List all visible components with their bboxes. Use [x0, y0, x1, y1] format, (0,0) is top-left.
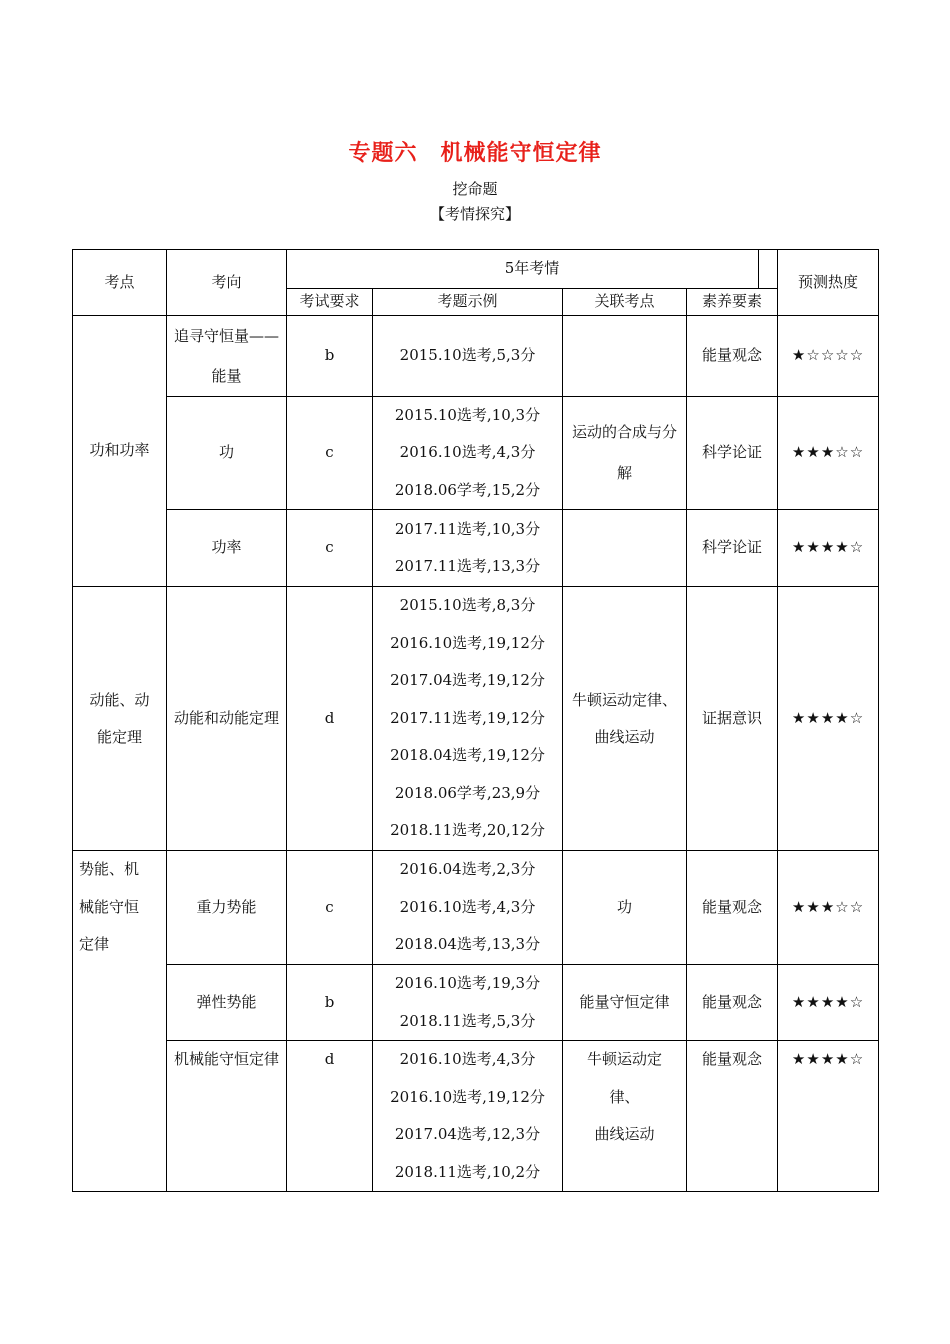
topic-line: 能定理 — [96, 727, 142, 746]
table-row — [73, 315, 879, 396]
direction-cell — [167, 315, 287, 396]
related-cell — [563, 587, 687, 851]
example-line: 2016.10选考,19,12分 — [390, 633, 545, 652]
page-title: 专题六 机械能守恒定律 — [348, 140, 602, 166]
header-yaoqiu: 考试要求 — [287, 288, 373, 315]
related-cell — [563, 1041, 687, 1192]
related-line: 运动的合成与分 — [571, 422, 677, 441]
literacy-cell: 能量观念 — [687, 1041, 778, 1192]
direction-cell: 动能和动能定理 — [167, 587, 287, 851]
related-cell — [563, 315, 687, 396]
stars-cell: ★★★★☆ — [778, 587, 879, 851]
direction-cell: 功率 — [167, 510, 287, 587]
req-cell: b — [287, 965, 373, 1041]
topic-line: 势能、机 — [79, 860, 140, 878]
table-row — [73, 851, 879, 965]
req-cell: c — [287, 510, 373, 587]
topic-cell — [73, 851, 167, 1192]
section-heading: 【考情探究】 — [429, 205, 520, 223]
literacy-cell: 科学论证 — [687, 396, 778, 510]
example-cell — [373, 587, 563, 851]
literacy-cell: 证据意识 — [687, 587, 778, 851]
literacy-cell: 能量观念 — [687, 965, 778, 1041]
literacy-cell: 能量观念 — [687, 851, 778, 965]
related-line: 牛顿运动定 — [586, 1050, 662, 1068]
direction-cell: 重力势能 — [167, 851, 287, 965]
related-cell — [563, 396, 687, 510]
example-line: 2018.04选考,13,3分 — [394, 935, 541, 954]
related-cell: 能量守恒定律 — [563, 965, 687, 1041]
header-shili: 考题示例 — [373, 288, 563, 315]
stars-cell: ★★★★☆ — [778, 510, 879, 587]
stars-cell: ★★★☆☆ — [778, 396, 879, 510]
example-line: 2017.11选考,10,3分 — [394, 519, 541, 538]
header-five-year — [287, 250, 778, 289]
related-cell: 功 — [563, 851, 687, 965]
req-cell: b — [287, 315, 373, 396]
header-yuce: 预测热度 — [778, 250, 879, 316]
table-row — [73, 510, 879, 587]
related-line: 曲线运动 — [594, 727, 655, 746]
direction-cell: 机械能守恒定律 — [167, 1041, 287, 1192]
stars-cell: ★☆☆☆☆ — [778, 315, 879, 396]
stars-cell: ★★★☆☆ — [778, 851, 879, 965]
req-cell: c — [287, 851, 373, 965]
table-row — [73, 1041, 879, 1192]
topic-line: 定律 — [79, 935, 110, 953]
exam-analysis-table — [72, 249, 879, 1192]
example-line: 2015.10选考,10,3分 — [394, 405, 541, 424]
table-row — [73, 396, 879, 510]
example-line: 2017.11选考,19,12分 — [390, 708, 545, 727]
example-line: 2016.04选考,2,3分 — [399, 860, 536, 879]
related-line: 解 — [616, 463, 632, 482]
table-row — [73, 587, 879, 851]
direction-cell: 功 — [167, 396, 287, 510]
example-line: 2017.04选考,19,12分 — [390, 671, 545, 690]
example-line: 2015.10选考,5,3分 — [399, 345, 536, 364]
topic-line: 械能守恒 — [79, 897, 140, 916]
example-cell — [373, 851, 563, 965]
example-line: 2017.04选考,12,3分 — [394, 1125, 541, 1143]
subtitle: 挖命题 — [452, 180, 498, 198]
topic-cell: 功和功率 — [73, 315, 167, 587]
table-row — [73, 965, 879, 1041]
stars-cell: ★★★★☆ — [778, 1041, 879, 1192]
example-line: 2016.10选考,19,3分 — [394, 974, 541, 992]
example-cell — [373, 315, 563, 396]
direction-cell: 弹性势能 — [167, 965, 287, 1041]
example-line: 2016.10选考,4,3分 — [399, 1050, 536, 1068]
header-guanlian: 关联考点 — [563, 288, 687, 315]
header-divider — [758, 250, 759, 288]
related-line: 曲线运动 — [594, 1125, 655, 1143]
related-line: 律、 — [609, 1087, 640, 1106]
header-suyang: 素养要素 — [687, 288, 778, 315]
req-cell: c — [287, 396, 373, 510]
example-line: 2015.10选考,8,3分 — [399, 596, 536, 615]
related-line: 牛顿运动定律、 — [571, 690, 677, 709]
topic-cell — [73, 587, 167, 851]
example-line: 2017.11选考,13,3分 — [394, 557, 541, 575]
direction-line: 能量 — [211, 366, 242, 385]
req-cell: d — [287, 587, 373, 851]
literacy-cell: 科学论证 — [687, 510, 778, 587]
stars-cell: ★★★★☆ — [778, 965, 879, 1041]
example-cell — [373, 965, 563, 1041]
header-kaodian: 考点 — [73, 250, 167, 316]
example-line: 2018.06学考,23,9分 — [394, 783, 541, 802]
example-line: 2016.10选考,19,12分 — [390, 1087, 545, 1106]
direction-line: 追寻守恒量—— — [173, 326, 279, 345]
req-cell: d — [287, 1041, 373, 1192]
header-five-year-label: 5年考情 — [504, 259, 560, 277]
example-line: 2016.10选考,4,3分 — [399, 443, 536, 461]
example-cell — [373, 396, 563, 510]
example-line: 2018.11选考,20,12分 — [390, 821, 545, 840]
example-line: 2018.04选考,19,12分 — [390, 746, 545, 765]
example-cell — [373, 1041, 563, 1192]
example-line: 2018.06学考,15,2分 — [394, 480, 541, 499]
example-line: 2018.11选考,10,2分 — [394, 1162, 541, 1181]
example-cell — [373, 510, 563, 587]
header-kaoxiang: 考向 — [167, 250, 287, 316]
topic-line: 动能、动 — [89, 690, 150, 709]
example-line: 2018.11选考,5,3分 — [399, 1011, 536, 1030]
literacy-cell: 能量观念 — [687, 315, 778, 396]
related-cell — [563, 510, 687, 587]
example-line: 2016.10选考,4,3分 — [399, 897, 536, 916]
